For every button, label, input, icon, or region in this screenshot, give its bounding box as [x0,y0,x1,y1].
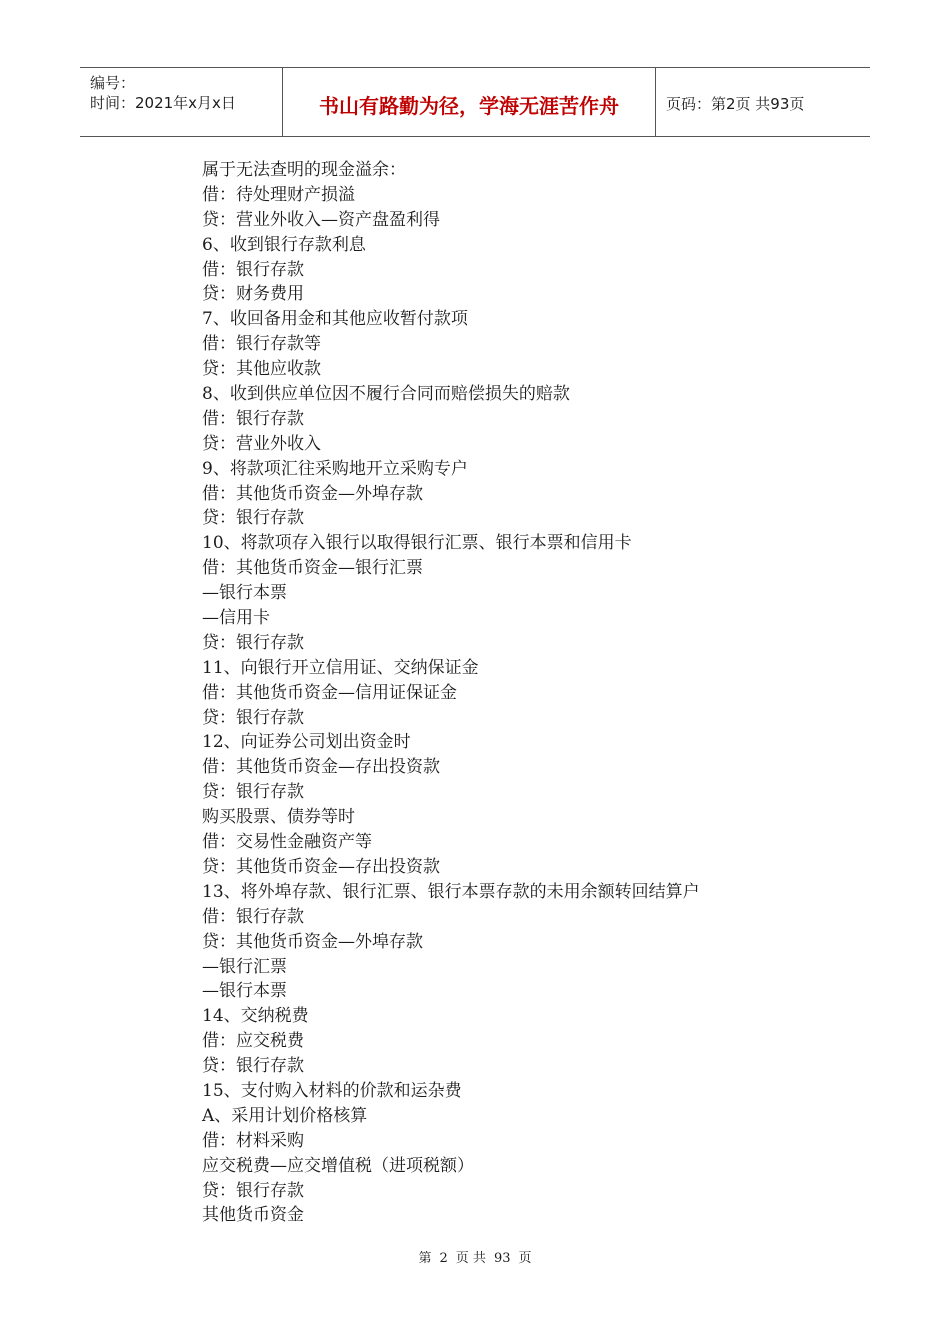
text-line: —银行汇票 [202,956,287,977]
text-line: 14、交纳税费 [202,1006,309,1027]
text-line: 购买股票、债券等时 [202,807,355,828]
header-middle-cell [283,68,656,136]
text-line: 9、将款项汇往采购地开立采购专户 [202,458,468,479]
text-line: 贷：银行存款 [202,632,304,653]
text-line: 贷：银行存款 [202,508,304,529]
text-line: 15、支付购入材料的价款和运杂费 [202,1080,462,1101]
text-line: 借：其他货币资金—银行汇票 [202,558,423,579]
text-line: 11、向银行开立信用证、交纳保证金 [202,657,479,678]
text-line: 应交税费—应交增值税（进项税额） [202,1155,474,1176]
text-line: 借：其他货币资金—存出投资款 [202,757,440,778]
text-line: 贷：银行存款 [202,782,304,803]
text-line: 贷：营业外收入 [202,433,321,454]
text-line: 借：银行存款 [202,906,304,927]
text-line: 借：交易性金融资产等 [202,832,372,853]
header-right-cell [656,68,870,136]
text-line: 贷：其他应收款 [202,359,321,380]
text-line: A、采用计划价格核算 [202,1105,368,1126]
text-line: 其他货币资金 [202,1205,304,1226]
text-line: 13、将外埠存款、银行汇票、银行本票存款的未用余额转回结算户 [202,881,700,902]
document-body [202,158,842,1228]
text-line: 借：应交税费 [202,1031,304,1052]
text-line: 8、收到供应单位因不履行合同而赔偿损失的赔款 [202,384,570,405]
header-page-info: 页码：第2页 共93页 [666,95,805,113]
text-line: 12、向证券公司划出资金时 [202,732,411,753]
footer-mid: 页 共 [455,1251,486,1266]
text-line: 借：银行存款等 [202,334,321,355]
text-line: —银行本票 [202,583,287,604]
text-line: 借：材料采购 [202,1130,304,1151]
footer-page-number: 2 [439,1251,448,1266]
text-line: 贷：营业外收入—资产盘盈利得 [202,209,440,230]
document-number-label: 编号： [90,74,136,92]
page-header [80,67,870,137]
text-line: —信用卡 [202,608,270,629]
text-line: 10、将款项存入银行以取得银行汇票、银行本票和信用卡 [202,533,632,554]
text-line: 借：其他货币资金—外埠存款 [202,483,423,504]
text-line: 借：待处理财产损溢 [202,184,355,205]
text-line: 贷：其他货币资金—外埠存款 [202,931,423,952]
text-line: 贷：银行存款 [202,1056,304,1077]
text-line: 7、收回备用金和其他应收暂付款项 [202,309,468,330]
text-line: 借：其他货币资金—信用证保证金 [202,682,457,703]
text-line: —银行本票 [202,981,287,1002]
text-line: 借：银行存款 [202,408,304,429]
text-line: 贷：银行存款 [202,1180,304,1201]
footer-suffix: 页 [518,1251,532,1266]
footer-prefix: 第 [418,1251,432,1266]
page-footer [0,1247,950,1266]
text-line: 贷：银行存款 [202,707,304,728]
document-time-label: 时间：2021年x月x日 [90,94,236,112]
text-line: 属于无法查明的现金溢余： [202,160,406,180]
header-motto: 书山有路勤为径，学海无涯苦作舟 [319,94,619,118]
footer-total-pages: 93 [493,1251,511,1266]
text-line: 6、收到银行存款利息 [202,234,366,255]
header-left-cell [80,68,283,136]
text-line: 贷：财务费用 [202,284,304,305]
text-line: 借：银行存款 [202,259,304,280]
text-line: 贷：其他货币资金—存出投资款 [202,856,440,877]
